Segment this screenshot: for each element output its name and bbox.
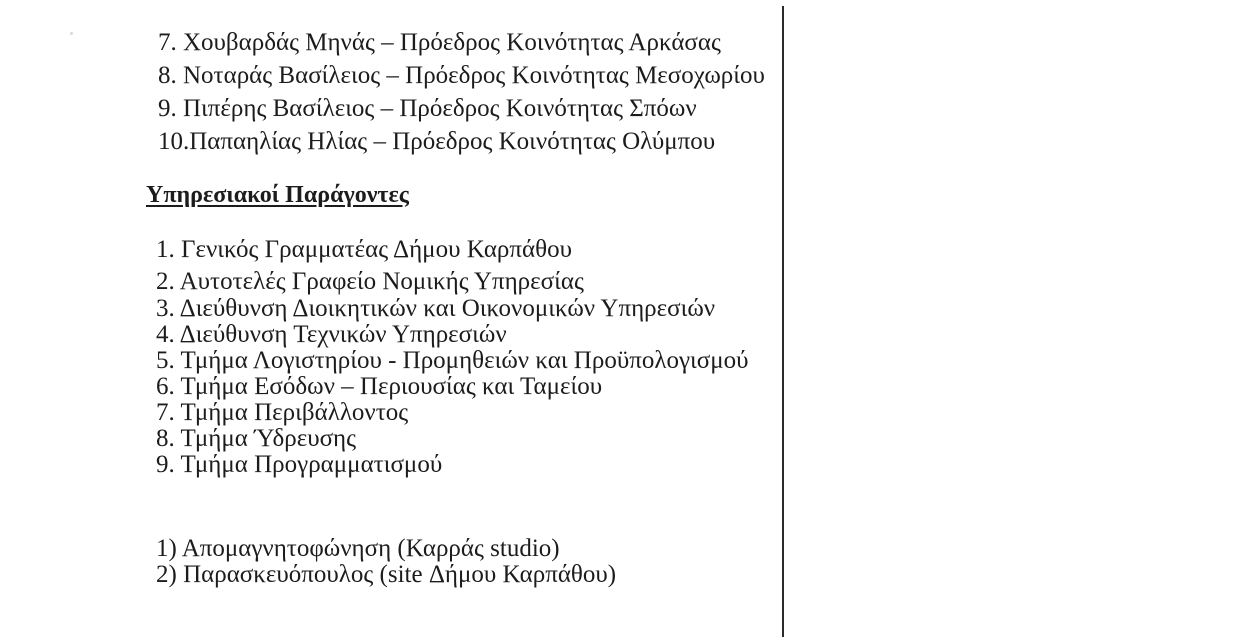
- service-item-4: 4. Διεύθυνση Τεχνικών Υπηρεσιών: [156, 321, 507, 348]
- president-item-7: 7. Χουβαρδάς Μηνάς – Πρόεδρος Κοινότητας Αρκάσας: [158, 29, 721, 56]
- scan-speck: [70, 32, 73, 35]
- service-item-5: 5. Τμήμα Λογιστηρίου - Προμηθειών και Προϋπολογισμού: [156, 347, 749, 374]
- service-item-7: 7. Τμήμα Περιβάλλοντος: [156, 399, 409, 426]
- service-item-3: 3. Διεύθυνση Διοικητικών και Οικονομικών Υπηρεσιών: [156, 295, 716, 322]
- president-item-9: 9. Πιπέρης Βασίλειος – Πρόεδρος Κοινότητας Σπόων: [158, 95, 697, 122]
- president-item-10: 10.Παπαηλίας Ηλίας – Πρόεδρος Κοινότητας Ολύμπου: [158, 128, 716, 155]
- services-heading: Υπηρεσιακοί Παράγοντες: [146, 182, 409, 208]
- service-item-9: 9. Τμήμα Προγραμματισμού: [156, 451, 443, 478]
- president-item-8: 8. Νοταράς Βασίλειος – Πρόεδρος Κοινότητας Μεσοχωρίου: [158, 62, 765, 89]
- other-item-2: 2) Παρασκευόπουλος (site Δήμου Καρπάθου): [156, 561, 617, 588]
- service-item-2: 2. Αυτοτελές Γραφείο Νομικής Υπηρεσίας: [156, 268, 584, 295]
- scan-vertical-line: [782, 6, 784, 637]
- service-item-8: 8. Τμήμα Ύδρευσης: [156, 425, 357, 452]
- service-item-1: 1. Γενικός Γραμματέας Δήμου Καρπάθου: [156, 236, 572, 263]
- service-item-6: 6. Τμήμα Εσόδων – Περιουσίας και Ταμείου: [156, 373, 603, 400]
- other-item-1: 1) Απομαγνητοφώνηση (Καρράς studio): [156, 535, 560, 562]
